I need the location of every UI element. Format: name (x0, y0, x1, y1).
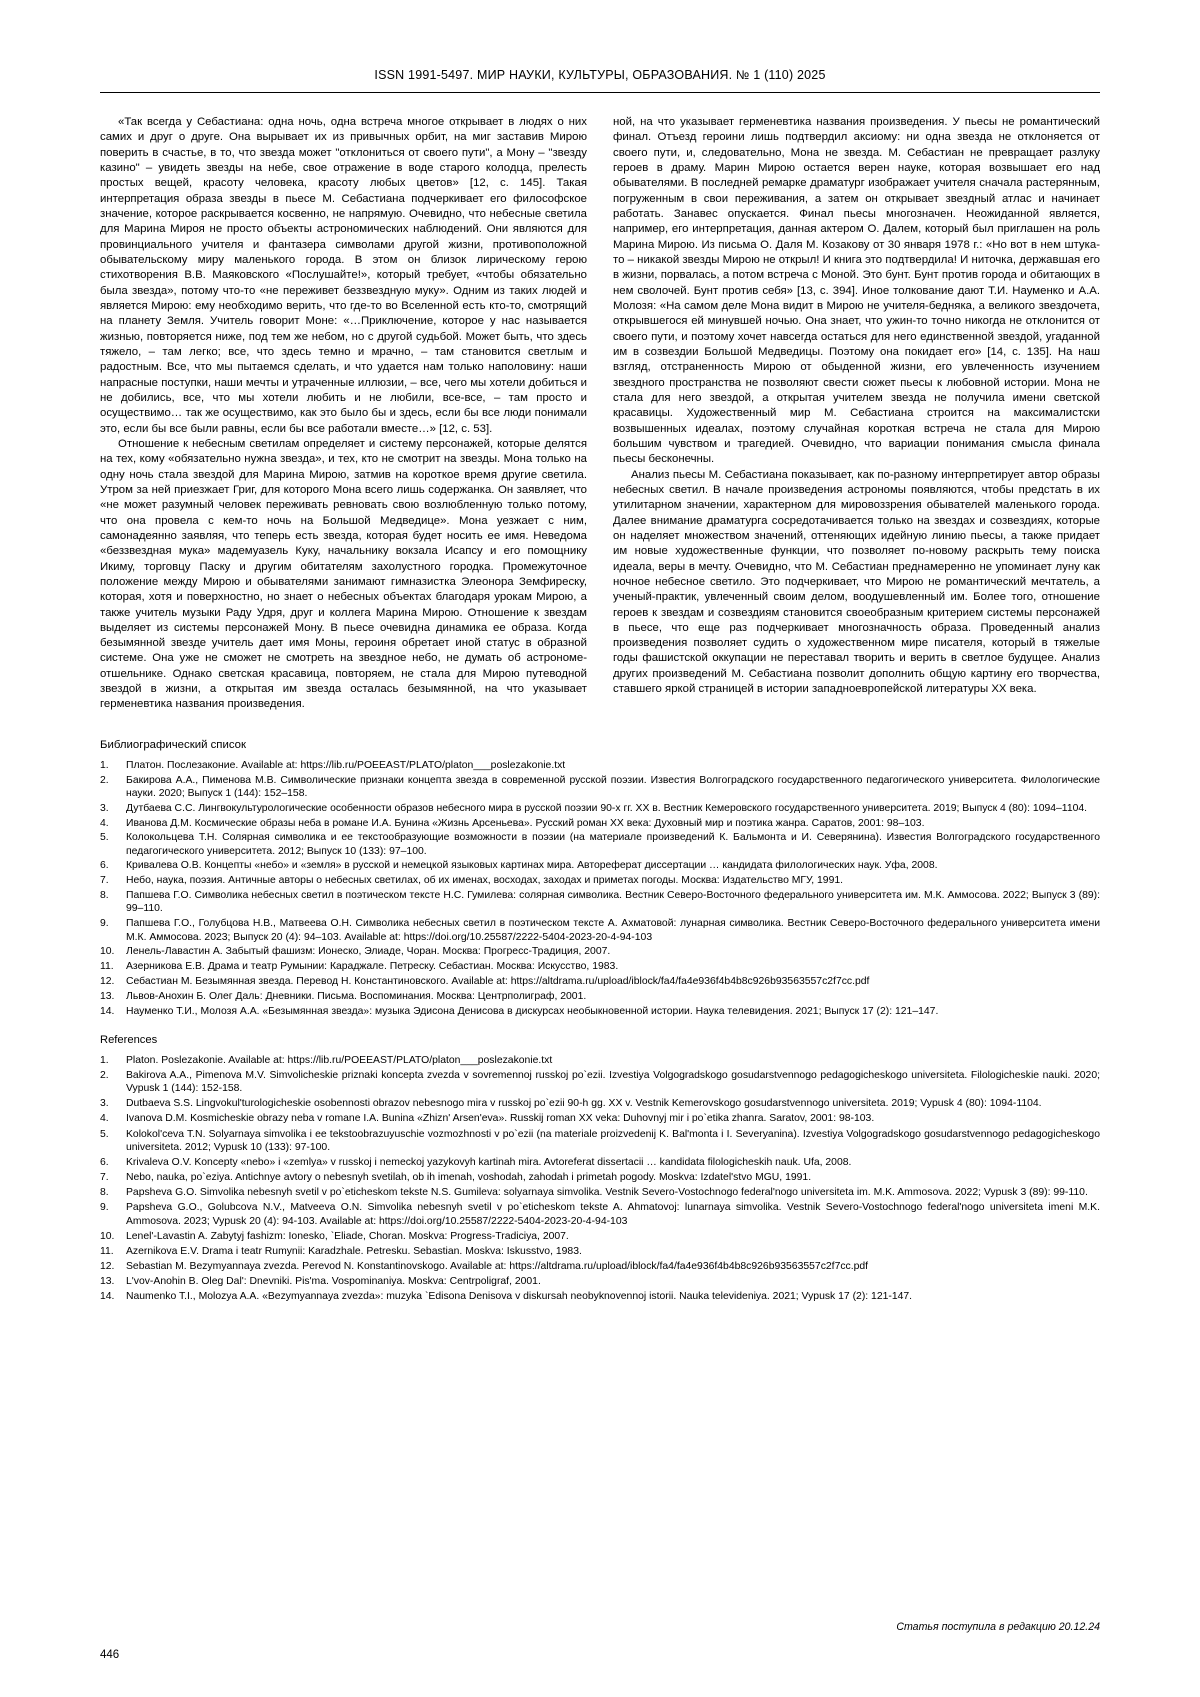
ref-number: 13. (100, 990, 115, 1002)
paragraph: Отношение к небесным светилам определяет и систему персонажей, которые делятся на тех, кому «обязательно нужна звезда», и тех, кто не смотрит на звезды. Мона только на одну ночь стала звездой для Марина Мирою, затмив на короткое время другие светила. Утром за ней приезжает Григ, для которого Мона всего лишь содержанка. Он заявляет, что «не может разумный человек переживать ревновать свою возлюбленную только потому, что она провела с кем-то ночь на Большой Медведице». Мона уезжает с ним, самонадеянно заявляя, что теперь есть звезда, которая будет носить ее имя. Неведома «беззвездная мука» мадемуазель Куку, начальнику вокзала Исапсу и его помощнику Икиму, торговцу Паску и другим обитателям захолустного городка. Промежуточное положение между Мирою и обывателями занимают гимназистка Элеонора Земфиреску, которая, хотя и поверхностно, но знает о небесных объектах благодаря урокам Мирою, а также учитель музыки Раду Удря, друг и коллега Марина Мирою. Отношение к звездам выделяет из системы персонажей Мону. В пьесе очевидна динамика ее образа. Когда безымянной звезде учитель дает имя Моны, героиня обретает иной статус в образной системе. Она уже не сможет не смотреть на звездное небо, не думать об астрономе-отшельнике. Однако светская красавица, повторяем, не стала для Мирою путеводной звездой в жизни, а открытая им звезда осталась безымянной, на что указывает герменевтика названия произведения. (100, 437, 587, 711)
right-column (613, 115, 1100, 713)
body-columns (100, 115, 1100, 713)
references-list (100, 1054, 1100, 1303)
ref-number: 7. (100, 875, 109, 887)
ref-number: 2. (100, 1069, 109, 1081)
list-item (100, 802, 1100, 815)
ref-text: Себастиан М. Безымянная звезда. Перевод Н. Константиновского. Available at: https://altdrama.ru/upload/iblock/fa4/fa4e936f4b4b8c926b93563557c2f7cc.pdf (126, 975, 870, 987)
paragraph: Анализ пьесы М. Себастиана показывает, как по-разному интерпретирует автор образы небесных светил. В начале произведения астрономы появляются, чтобы предстать в их утилитарном значении, характерном для мировоззрения обывателей маленького города. Далее внимание драматурга сосредотачивается только на звездах и созвездиях, которые он наделяет множеством значений, оттеняющих идейную линию пьесы, а также придает им новые художественные функции, что позволяет по-новому раскрыть тему поиска идеала, веры в мечту. Очевидно, что М. Себастиан преднамеренно не упоминает луну как ночное небесное светило. Это подчеркивает, что Мирою не романтический мечтатель, а ученый-практик, увлеченный своим делом, воодушевленный им. Более того, отношение героев к звездам и созвездиям становится своеобразным критерием системы персонажей в пьесе, что еще раз подчеркивает многозначность образа. Проведенный анализ произведения позволяет судить о художественном мире писателя, который в тяжелые годы фашистской оккупации не переставал творить и верить в светлое будущее. Анализ других произведений М. Себастиана позволит дополнить общую картину его творчества, ставшего яркой страницей в истории западноевропейской литературы XX века. (613, 468, 1100, 696)
page-number: 446 (100, 1649, 120, 1661)
ref-text: Небо, наука, поэзия. Античные авторы о небесных светилах, об их именах, восходах, заходах и приметах погоды. Москва: Издательство МГУ, 1991. (126, 875, 844, 887)
ref-text: Lenel'-Lavastin A. Zabytyj fashizm: Ionesko, `Eliade, Choran. Moskva: Progress-Tradiciya, 2007. (126, 1230, 569, 1242)
running-head: ISSN 1991-5497. МИР НАУКИ, КУЛЬТУРЫ, ОБРАЗОВАНИЯ. № 1 (110) 2025 (374, 68, 826, 82)
list-item (100, 1260, 1100, 1274)
ref-number: 3. (100, 802, 109, 814)
ref-number: 5. (100, 832, 109, 844)
ref-text: Платон. Послезаконие. Available at: https://lib.ru/POEEAST/PLATO/platon___poslezakonie.txt (126, 759, 566, 771)
list-item (100, 1290, 1100, 1304)
list-item (100, 1097, 1100, 1111)
ref-text: Львов-Анохин Б. Олег Даль: Дневники. Письма. Воспоминания. Москва: Центрполиграф, 2001. (126, 990, 587, 1002)
ref-text: Bakirova A.A., Pimenova M.V. Simvolicheskie priznaki koncepta zvezda v sovremennoj russkoj po`ezii. Izvestiya Volgogradskogo gosudarstvennogo pedagogicheskogo universiteta. Filologicheskie nauki. 2020; Vypusk 1 (144): 152-158. (126, 1069, 1100, 1095)
ref-text: Papsheva G.O. Simvolika nebesnyh svetil v po`eticheskom tekste N.S. Gumileva: solyarnaya simvolika. Vestnik Severo-Vostochnogo federal'nogo universiteta im. M.K. Ammosova. 2022; Vypusk 3 (89): 99-110. (126, 1187, 1088, 1199)
ref-number: 3. (100, 1098, 109, 1110)
ref-number: 6. (100, 860, 109, 872)
list-item (100, 889, 1100, 916)
ref-number: 8. (100, 1187, 109, 1199)
ref-text: L'vov-Anohin B. Oleg Dal': Dnevniki. Pis'ma. Vospominaniya. Moskva: Centrpoligraf, 2001. (126, 1275, 541, 1287)
ref-number: 6. (100, 1157, 109, 1169)
ref-text: Naumenko T.I., Molozya A.A. «Bezymyannaya zvezda»: muzyka `Edisona Denisova v diskursah neobyknovennoj istorii. Nauka televideniya. 2021; Vypusk 17 (2): 121-147. (126, 1290, 913, 1302)
ref-number: 10. (100, 946, 115, 958)
list-item (100, 975, 1100, 988)
ref-text: Бакирова А.А., Пименова М.В. Символические признаки концепта звезда в современной русской поэзии. Известия Волгоградского государственного педагогического университета. Филологические науки. 2020; Выпуск 1 (144): 152–158. (126, 774, 1100, 799)
list-item (100, 1186, 1100, 1200)
page-footer (100, 1621, 1100, 1661)
list-item (100, 1230, 1100, 1244)
list-item (100, 1201, 1100, 1228)
list-item (100, 859, 1100, 872)
ref-number: 2. (100, 774, 109, 786)
ref-text: Platon. Poslezakonie. Available at: https://lib.ru/POEEAST/PLATO/platon___poslezakonie.txt (126, 1054, 553, 1066)
ref-number: 11. (100, 961, 114, 973)
ref-number: 9. (100, 918, 109, 930)
bibliography-section (100, 739, 1100, 1303)
list-item (100, 945, 1100, 958)
list-item (100, 1275, 1100, 1289)
list-item (100, 1069, 1100, 1096)
list-item (100, 1171, 1100, 1185)
ref-text: Sebastian M. Bezymyannaya zvezda. Perevod N. Konstantinovskogo. Available at: https://altdrama.ru/upload/iblock/fa4/fa4e936f4b4b8c926b93563557c2f7cc.pdf (126, 1260, 869, 1272)
ref-number: 1. (100, 1054, 109, 1066)
ref-number: 1. (100, 759, 109, 771)
ref-number: 13. (100, 1275, 115, 1287)
ref-text: Колокольцева Т.Н. Солярная символика и ее текстообразующие возможности в поэзии (на материале произведений К. Бальмонта и И. Северянина). Известия Волгоградского государственного педагогического университета. 2012; Выпуск 10 (133): 97–100. (126, 832, 1100, 857)
list-item (100, 759, 1100, 772)
list-item (100, 1054, 1100, 1068)
list-item (100, 1156, 1100, 1170)
list-item (100, 990, 1100, 1003)
list-item (100, 917, 1100, 944)
list-item (100, 1005, 1100, 1018)
list-item (100, 1245, 1100, 1259)
ref-number: 14. (100, 1290, 115, 1302)
ref-number: 14. (100, 1005, 115, 1017)
list-item (100, 817, 1100, 830)
paragraph: «Так всегда у Себастиана: одна ночь, одна встреча многое открывает в людях о них самих и друг о друге. Она вырывает их из привычных орбит, на миг заставив Мирою поверить в счастье, в то, что звезда может "отклониться от своего пути", а Мону – "звезду казино" – увидеть звезды на небе, свое отражение в воде старого колодца, прелесть простых вещей, красоту человека, красоту любых цветов» [12, с. 145]. Такая интерпретация образа звезды в пьесе М. Себастиана подчеркивает его философское значение, которое раскрывается косвенно, не напрямую. Очевидно, что небесные светила для Марина Мироя не просто объекты астрономических наблюдений. Они являются для провинциального учителя и фантазера символами другой жизни, противоположной обывательскому миру маленького города. В этом он близок лирическому герою стихотворения В.В. Маяковского «Послушайте!», который требует, «чтобы обязательно была звезда», потому что-то «не переживет беззвездную муку». Одним из таких людей и является Мирою: ему необходимо верить, что где-то во Вселенной есть кто-то, смотрящий на планету Земля. Учитель говорит Моне: «…Приключение, которое у нас называется жизнью, повторяется ниже, под тем же небом, но с другой судьбой. Может быть, что здесь тяжело, – там легко; все, что здесь темно и мрачно, – там становится светлым и радостным. Все, что мы пытаемся сделать, и что удается нам только наполовину: наши напрасные поступки, наши мечты и утраченные иллюзии, – все, чего мы хотели добиться и не добились, все, что мы хотели любить и не любили, все-все, – там просто и осуществимо… так же осуществимо, как это было бы и здесь, если бы все люди понимали это, если бы все были равны, если бы все работали вместе…» [12, с. 53]. (100, 116, 587, 435)
ref-number: 12. (100, 1260, 115, 1272)
ref-text: Dutbaeva S.S. Lingvokul'turologicheskie osobennosti obrazov nebesnogo mira v russkoj po`ezii 90-h gg. XX v. Vestnik Kemerovskogo gosudarstvennogo universiteta. 2019; Vypusk 4 (80): 1094-1104. (126, 1098, 1042, 1110)
list-item (100, 874, 1100, 887)
ref-text: Papsheva G.O., Golubcova N.V., Matveeva O.N. Simvolika nebesnyh svetil v po`eticheskom tekste A. Ahmatovoj: lunarnaya simvolika. Vestnik Severo-Vostochnogo federal'nogo universiteta imeni M.K. Ammosova. 2023; Vypusk 20 (4): 94-103. Available at: https://doi.org/10.25587/2222-5404-2023-20-4-94-103 (126, 1202, 1100, 1227)
list-item (100, 774, 1100, 801)
ref-text: Дутбаева С.С. Лингвокультурологические особенности образов небесного мира в русской поэзии 90-х гг. XX в. Вестник Кемеровского государственного университета. 2019; Выпуск 4 (80): 1094–1104. (126, 802, 1088, 814)
list-item (100, 831, 1100, 858)
ref-text: Науменко Т.И., Молозя А.А. «Безымянная звезда»: музыка Эдисона Денисова в дискурсах необыкновенной истории. Наука телевидения. 2021; Выпуск 17 (2): 121–147. (126, 1005, 939, 1017)
ref-text: Ivanova D.M. Kosmicheskie obrazy neba v romane I.A. Bunina «Zhizn' Arsen'eva». Russkij roman XX veka: Duhovnyj mir i po`etika zhanra. Saratov, 2001: 98-103. (126, 1113, 875, 1125)
list-item (100, 1112, 1100, 1126)
ref-text: Ленель-Лавастин А. Забытый фашизм: Ионеско, Элиаде, Чоран. Москва: Прогресс-Традиция, 2007. (126, 946, 611, 958)
left-column (100, 115, 587, 713)
ref-text: Иванова Д.М. Космические образы неба в романе И.А. Бунина «Жизнь Арсеньева». Русский роман XX века: Духовный мир и поэтика жанра. Саратов, 2001: 98–103. (126, 817, 925, 829)
ref-text: Папшева Г.О., Голубцова Н.В., Матвеева О.Н. Символика небесных светил в поэтическом тексте А. Ахматовой: лунарная символика. Вестник Северо-Восточного федерального университета имени М.К. Аммосова. 2023; Выпуск 20 (4): 94–103. Available at: https://doi.org/10.25587/2222-5404-2023-20-4-94-103 (126, 918, 1100, 943)
ref-text: Папшева Г.О. Символика небесных светил в поэтическом тексте Н.С. Гумилева: солярная символика. Вестник Северо-Восточного федерального университета им. М.К. Аммосова. 2022; Выпуск 3 (89): 99–110. (126, 890, 1100, 915)
bibliography-list (100, 759, 1100, 1018)
ref-number: 9. (100, 1202, 109, 1214)
references-title: References (100, 1033, 158, 1046)
ref-number: 7. (100, 1172, 109, 1184)
ref-text: Kolokol'ceva T.N. Solyarnaya simvolika i ee tekstoobrazuyuschie vozmozhnosti v po`ezii (na materiale proizvedenij K. Bal'monta i I. Severyanina). Izvestiya Volgogradskogo gosudarstvennogo pedagogicheskogo universiteta. 2012; Vypusk 10 (133): 97-100. (126, 1128, 1100, 1154)
bibliography-title: Библиографический список (100, 738, 246, 751)
ref-number: 11. (100, 1245, 114, 1257)
header-divider (100, 92, 1100, 93)
ref-text: Krivaleva O.V. Koncepty «nebo» i «zemlya» v russkoj i nemeckoj yazykovyh kartinah mira. Avtoreferat dissertacii … kandidata filologicheskih nauk. Ufa, 2008. (126, 1157, 852, 1169)
ref-text: Кривалева О.В. Концепты «небо» и «земля» в русской и немецкой языковых картинах мира. Автореферат диссертации … кандидата филологических наук. Уфа, 2008. (126, 860, 938, 872)
ref-text: Azernikova E.V. Drama i teatr Rumynii: Karadzhale. Petresku. Sebastian. Moskva: Iskusstvo, 1983. (126, 1245, 582, 1257)
ref-number: 10. (100, 1230, 115, 1242)
list-item (100, 960, 1100, 973)
list-item (100, 1128, 1100, 1155)
ref-number: 4. (100, 817, 109, 829)
ref-text: Nebo, nauka, po`eziya. Antichnye avtory o nebesnyh svetilah, ob ih imenah, voshodah, zahodah i primetah pogody. Moskva: Izdatel'stvo MGU, 1991. (126, 1172, 812, 1184)
ref-number: 12. (100, 975, 115, 987)
ref-number: 4. (100, 1113, 109, 1125)
ref-number: 5. (100, 1128, 109, 1140)
received-date: Статья поступила в редакцию 20.12.24 (896, 1621, 1100, 1633)
ref-number: 8. (100, 890, 109, 902)
paragraph: ной, на что указывает герменевтика названия произведения. У пьесы не романтический финал. Отъезд героини лишь подтвердил аксиому: ни одна звезда не отклоняется от своего пути, и, следовательно, Мона не звезда. М. Себастиан не превращает разлуку героев в драму. Марин Мирою остается верен науке, которая возвышает его над обывателями. В последней ремарке драматург изображает учителя сначала растерянным, погруженным в свои переживания, а затем он открывает звездный атлас и начинает работать. Занавес опускается. Финал пьесы многозначен. Неожиданной является, например, его интерпретация, данная актером О. Далем, который был приглашен на роль Марина Мирою. Из письма О. Даля М. Козакову от 30 января 1978 г.: «Но вот в нем штука-то – никакой звезды Мирою не открыл! И книга это подтвердила! И ниточка, державшая его в жизни, порвалась, а потом встреча с Моной. Это бунт. Бунт против города и обитающих в нем сволочей. Бунт против себя» [13, с. 394]. Иное толкование дают Т.И. Науменко и А.А. Молозя: «На самом деле Мона видит в Мирою не учителя-бедняка, а великого звездочета, открывшегося ей минувшей ночью. Она знает, что ужин-то точно никогда не отклонится от своего пути, и поэтому хочет навсегда остаться для него единственной звездой, угаданной им в созвездии Большой Медведицы. Поэтому она покидает его» [14, с. 135]. На наш взгляд, отстраненность Мирою от обыденной жизни, его увлеченность изучением звездного пространства не позволяют свести сюжет пьесы к любовной истории. Мона не стала для него звездой, а открытая учителем звезда не получила имени светской красавицы. Художественный мир М. Себастиана строится на максималистски возвышенных идеалах, поэтому случайная короткая встреча не стала для Мирою большим чувством и трагедией. Очевидно, что вариации понимания смысла финала пьесы бесконечны. (613, 116, 1100, 466)
ref-text: Азерникова Е.В. Драма и театр Румынии: Караджале. Петреску. Себастиан. Москва: Искусство, 1983. (126, 961, 619, 973)
